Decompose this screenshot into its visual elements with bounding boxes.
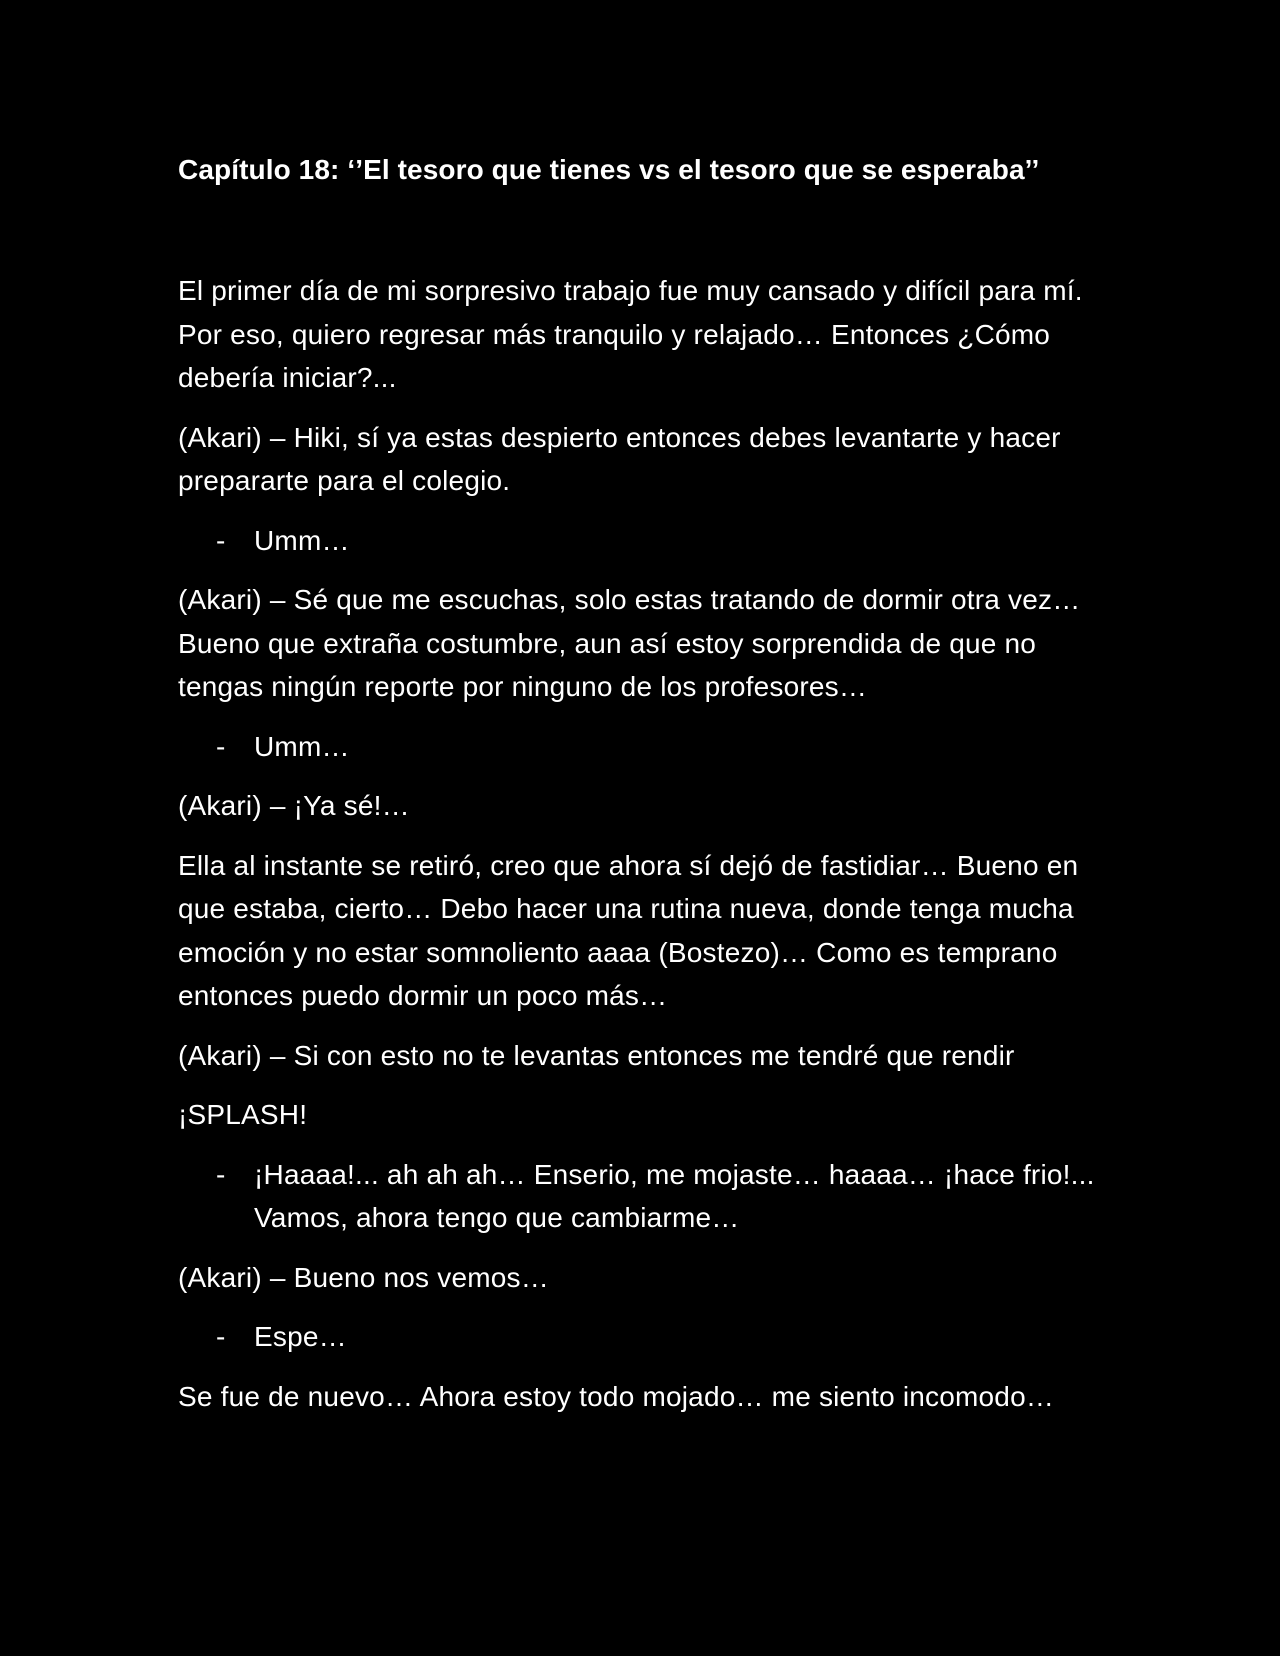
paragraph: (Akari) – Si con esto no te levantas entonces me tendré que rendir [178,1039,1015,1071]
dialogue-text: Umm… [254,730,350,762]
paragraph: (Akari) – Hiki, sí ya estas despierto entonces debes levantarte y hacer prepararte para el colegio. [178,421,1061,496]
dialogue-line [178,519,1118,563]
paragraph: (Akari) – Bueno nos vemos… [178,1261,549,1293]
dialogue-text: Espe… [254,1321,347,1352]
dash-marker: - [216,524,226,556]
dialogue-line [178,1315,1118,1359]
paragraph: Ella al instante se retiró, creo que ahora sí dejó de fastidiar… Bueno en que estaba, cierto… Debo hacer una rutina nueva, donde tenga mucha emoción y no estar somnoliento aaaa (Bostezo)… Como es temprano entonces puedo dormir un poco más… [178,849,1079,1011]
paragraph: (Akari) – ¡Ya sé!… [178,790,410,821]
dash-marker: - [216,730,226,762]
paragraph: El primer día de mi sorpresivo trabajo fue muy cansado y difícil para mí. Por eso, quiero regresar más tranquilo y relajado… Entonces ¿Cómo debería iniciar?... [178,275,1083,393]
dialogue-text: ¡Haaaa!... ah ah ah… Enserio, me mojaste… haaaa… ¡hace frio!... Vamos, ahora tengo que cambiarme… [254,1158,1095,1233]
chapter-title: Capítulo 18: ‘’El tesoro que tienes vs el tesoro que se esperaba’’ [178,154,1040,185]
document-page [178,148,1118,1434]
paragraph: (Akari) – Sé que me escuchas, solo estas tratando de dormir otra vez… Bueno que extraña costumbre, aun así estoy sorprendida de que no tengas ningún reporte por ninguno de los profesores… [178,584,1081,702]
dialogue-line [178,1153,1118,1240]
paragraph: Se fue de nuevo… Ahora estoy todo mojado… me siento incomodo… [178,1380,1055,1412]
dialogue-text: Umm… [254,524,350,556]
dash-marker: - [216,1158,226,1190]
dash-marker: - [216,1321,226,1352]
dialogue-line [178,725,1118,769]
sound-effect: ¡SPLASH! [178,1099,308,1130]
